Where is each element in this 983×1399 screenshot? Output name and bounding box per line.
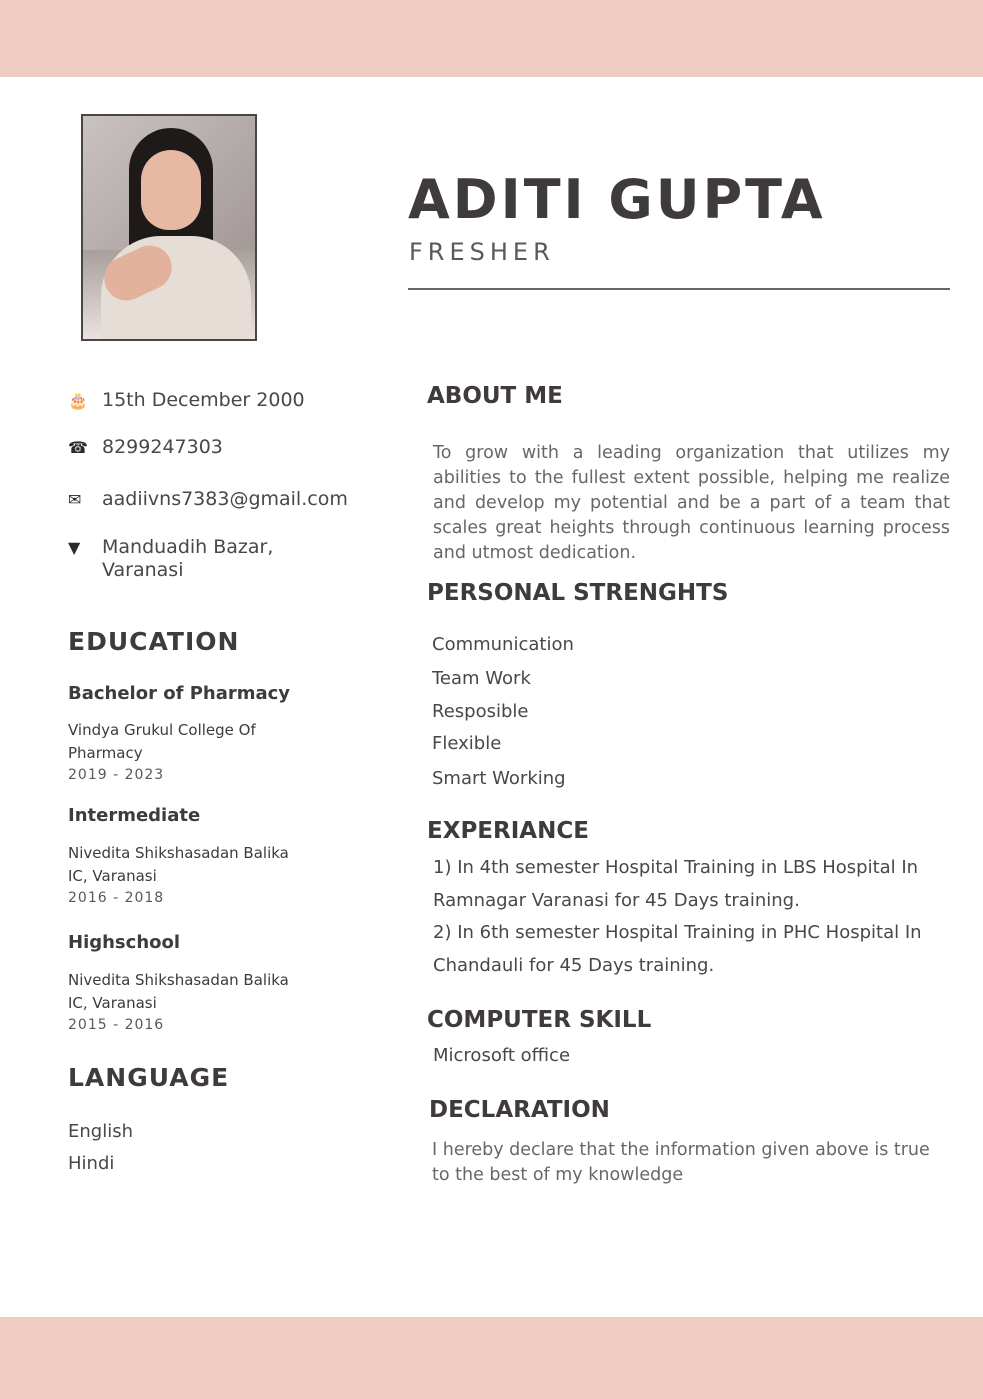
declaration-heading: DECLARATION	[429, 1097, 610, 1123]
address-line1: Manduadih Bazar,	[102, 536, 274, 558]
edu-degree-3: Highschool	[68, 932, 181, 953]
candidate-role: FRESHER	[409, 238, 555, 266]
email-text: aadiivns7383@gmail.com	[102, 488, 348, 510]
edu-years-3: 2015 - 2016	[68, 1017, 165, 1033]
about-heading: ABOUT ME	[427, 383, 563, 409]
declaration-text: I hereby declare that the information given above is true to the best of my knowledge	[432, 1140, 930, 1185]
contact-dob	[68, 389, 305, 412]
bottom-band	[0, 1317, 983, 1399]
contact-email	[68, 488, 348, 511]
strength-item: Smart Working	[432, 768, 566, 789]
education-heading: EDUCATION	[68, 627, 240, 656]
edu-institution-2: Nivedita Shikshasadan Balika IC, Varanasi	[68, 844, 289, 885]
dob-text: 15th December 2000	[102, 389, 305, 411]
experience-heading: EXPERIANCE	[427, 818, 589, 844]
edu-institution-3: Nivedita Shikshasadan Balika IC, Varanasi	[68, 971, 289, 1012]
computer-skill-item: Microsoft office	[433, 1045, 571, 1066]
top-band	[0, 0, 983, 77]
about-text: To grow with a leading organization that utilizes my abilities to the fullest extent possible, helping me realize and develop my potential and be a part of a team that scales great heights through continuous learning process and utmost dedication.	[433, 443, 950, 563]
experience-line: Chandauli for 45 Days training.	[433, 955, 715, 976]
contact-address	[68, 536, 273, 582]
candidate-name: ADITI GUPTA	[408, 168, 826, 231]
strengths-heading: PERSONAL STRENGHTS	[427, 580, 729, 606]
language-item: English	[68, 1121, 133, 1142]
language-heading: LANGUAGE	[68, 1063, 230, 1092]
strength-item: Communication	[432, 634, 574, 655]
strength-item: Resposible	[432, 701, 529, 722]
strength-item: Flexible	[432, 733, 502, 754]
edu-degree-1: Bachelor of Pharmacy	[68, 683, 291, 704]
header-divider	[408, 288, 950, 290]
experience-line: 2) In 6th semester Hospital Training in PHC Hospital In	[433, 922, 922, 943]
location-icon: ▼	[68, 538, 81, 557]
address-line2: Varanasi	[102, 559, 184, 581]
language-item: Hindi	[68, 1153, 115, 1174]
edu-institution-1: Vindya Grukul College Of Pharmacy	[68, 721, 256, 762]
profile-photo	[81, 114, 257, 341]
experience-line: Ramnagar Varanasi for 45 Days training.	[433, 890, 800, 911]
edu-years-2: 2016 - 2018	[68, 890, 165, 906]
phone-text: 8299247303	[102, 436, 223, 458]
computer-heading: COMPUTER SKILL	[427, 1007, 652, 1033]
contact-phone	[68, 436, 223, 459]
mail-icon: ✉	[68, 490, 82, 509]
edu-years-1: 2019 - 2023	[68, 767, 165, 783]
strength-item: Team Work	[432, 668, 531, 689]
cake-icon: 🎂	[68, 391, 88, 410]
phone-icon: ☎	[68, 438, 88, 457]
edu-degree-2: Intermediate	[68, 805, 201, 826]
experience-line: 1) In 4th semester Hospital Training in LBS Hospital In	[433, 857, 919, 878]
